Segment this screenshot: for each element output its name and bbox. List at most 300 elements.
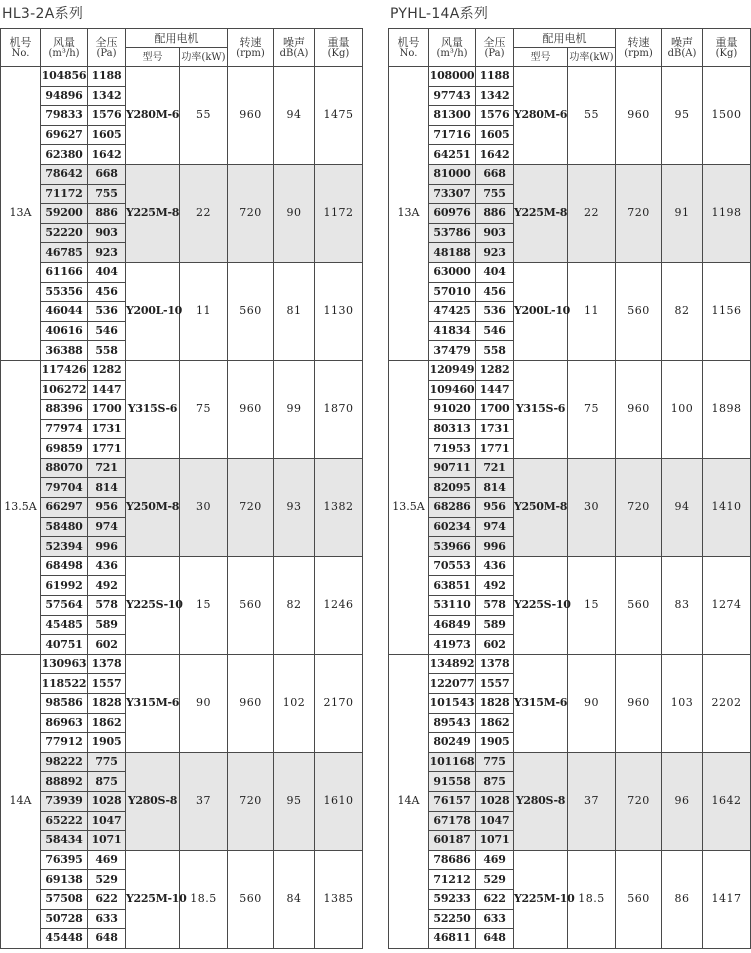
pressure-cell: 1378 — [88, 654, 126, 674]
header-motor: 配用电机 — [126, 29, 228, 48]
power-cell: 18.5 — [568, 850, 616, 948]
pressure-cell: 546 — [88, 321, 126, 341]
power-cell: 22 — [568, 164, 616, 262]
pressure-cell: 886 — [476, 204, 514, 224]
power-cell: 11 — [180, 262, 228, 360]
pressure-cell: 1605 — [88, 125, 126, 145]
noise-cell: 90 — [274, 164, 315, 262]
noise-cell: 95 — [274, 752, 315, 850]
speed-cell: 560 — [228, 556, 274, 654]
weight-cell: 1385 — [315, 850, 363, 948]
pressure-cell: 469 — [476, 850, 514, 870]
pressure-cell: 1071 — [476, 831, 514, 851]
header-pressure — [88, 29, 126, 67]
power-cell: 90 — [568, 654, 616, 752]
table-row — [1, 164, 363, 184]
speed-cell: 720 — [616, 752, 662, 850]
header-speed-unit: (rpm) — [236, 47, 265, 59]
machine-no-cell: 14A — [389, 654, 429, 948]
pressure-cell: 469 — [88, 850, 126, 870]
model-cell: Y280M-6 — [514, 67, 568, 165]
performance-table — [0, 28, 363, 949]
table-row — [1, 458, 363, 478]
pressure-cell: 456 — [476, 282, 514, 302]
flow-cell: 67178 — [429, 811, 476, 831]
table-row — [389, 164, 751, 184]
flow-cell: 77912 — [41, 733, 88, 753]
flow-cell: 66297 — [41, 498, 88, 518]
flow-cell: 109460 — [429, 380, 476, 400]
table-row — [1, 850, 363, 870]
flow-cell: 60187 — [429, 831, 476, 851]
flow-cell: 101543 — [429, 694, 476, 714]
weight-cell: 1172 — [315, 164, 363, 262]
power-cell: 37 — [180, 752, 228, 850]
flow-cell: 89543 — [429, 713, 476, 733]
pressure-cell: 1447 — [88, 380, 126, 400]
header-machine-no-unit: No. — [11, 47, 30, 59]
machine-no-cell: 13A — [389, 67, 429, 361]
flow-cell: 68498 — [41, 556, 88, 576]
flow-cell: 58434 — [41, 831, 88, 851]
speed-cell: 560 — [228, 850, 274, 948]
pressure-cell: 1862 — [476, 713, 514, 733]
pressure-cell: 1731 — [88, 419, 126, 439]
pressure-cell: 492 — [476, 576, 514, 596]
flow-cell: 47425 — [429, 302, 476, 322]
pressure-cell: 1071 — [88, 831, 126, 851]
header-pressure-unit: (Pa) — [96, 47, 117, 59]
flow-cell: 46849 — [429, 615, 476, 635]
header-weight-unit: (Kg) — [327, 47, 350, 59]
model-cell: Y250M-8 — [126, 458, 180, 556]
pressure-cell: 1188 — [88, 67, 126, 87]
header-flow-label: 风量 — [53, 35, 75, 49]
flow-cell: 57010 — [429, 282, 476, 302]
header-flow — [41, 29, 88, 67]
performance-table — [388, 28, 751, 949]
flow-cell: 91558 — [429, 772, 476, 792]
table-row — [389, 67, 751, 87]
pressure-cell: 1028 — [88, 791, 126, 811]
pressure-cell: 1447 — [476, 380, 514, 400]
table-row — [1, 67, 363, 87]
header-weight-label: 重量 — [715, 35, 738, 49]
power-cell: 55 — [180, 67, 228, 165]
pressure-cell: 1028 — [476, 791, 514, 811]
header-motor: 配用电机 — [514, 29, 616, 48]
pressure-cell: 622 — [88, 889, 126, 909]
header-noise-label: 噪声 — [671, 35, 693, 49]
speed-cell: 720 — [616, 164, 662, 262]
flow-cell: 60976 — [429, 204, 476, 224]
pressure-cell: 1771 — [476, 439, 514, 459]
pressure-cell: 602 — [476, 635, 514, 655]
noise-cell: 94 — [662, 458, 703, 556]
pressure-cell: 721 — [476, 458, 514, 478]
pressure-cell: 775 — [88, 752, 126, 772]
pressure-cell: 404 — [476, 262, 514, 282]
power-cell: 30 — [180, 458, 228, 556]
table-row — [389, 262, 751, 282]
pressure-cell: 1576 — [476, 106, 514, 126]
flow-cell: 78686 — [429, 850, 476, 870]
model-cell: Y225M-8 — [514, 164, 568, 262]
noise-cell: 103 — [662, 654, 703, 752]
series-title: PYHL-14A系列 — [390, 6, 489, 22]
power-cell: 15 — [180, 556, 228, 654]
pressure-cell: 903 — [476, 223, 514, 243]
pressure-cell: 578 — [476, 596, 514, 616]
pressure-cell: 1642 — [88, 145, 126, 165]
table-row — [1, 654, 363, 674]
noise-cell: 94 — [274, 67, 315, 165]
flow-cell: 57564 — [41, 596, 88, 616]
power-cell: 55 — [568, 67, 616, 165]
model-cell: Y315S-6 — [514, 360, 568, 458]
flow-cell: 68286 — [429, 498, 476, 518]
header-noise-label: 噪声 — [283, 35, 305, 49]
weight-cell: 1610 — [315, 752, 363, 850]
flow-cell: 64251 — [429, 145, 476, 165]
header-machine-no-label: 机号 — [9, 35, 32, 49]
flow-cell: 88396 — [41, 400, 88, 420]
speed-cell: 560 — [616, 850, 662, 948]
pressure-cell: 974 — [476, 517, 514, 537]
model-cell: Y200L-10 — [514, 262, 568, 360]
header-flow-unit: (m³/h) — [48, 47, 80, 59]
pressure-cell: 1047 — [88, 811, 126, 831]
weight-cell: 1410 — [703, 458, 751, 556]
flow-cell: 80313 — [429, 419, 476, 439]
table-row — [1, 360, 363, 380]
flow-cell: 134892 — [429, 654, 476, 674]
flow-cell: 57508 — [41, 889, 88, 909]
weight-cell: 1500 — [703, 67, 751, 165]
flow-cell: 79704 — [41, 478, 88, 498]
header-pressure-unit: (Pa) — [484, 47, 505, 59]
header-noise — [274, 29, 315, 67]
pressure-cell: 1557 — [476, 674, 514, 694]
pressure-cell: 536 — [476, 302, 514, 322]
noise-cell: 91 — [662, 164, 703, 262]
weight-cell: 1246 — [315, 556, 363, 654]
flow-cell: 63000 — [429, 262, 476, 282]
pressure-cell: 578 — [88, 596, 126, 616]
flow-cell: 71953 — [429, 439, 476, 459]
speed-cell: 560 — [616, 262, 662, 360]
pressure-cell: 622 — [476, 889, 514, 909]
power-cell: 75 — [180, 360, 228, 458]
pressure-cell: 721 — [88, 458, 126, 478]
pressure-cell: 668 — [88, 164, 126, 184]
pressure-cell: 529 — [476, 870, 514, 890]
power-cell: 15 — [568, 556, 616, 654]
speed-cell: 720 — [228, 164, 274, 262]
series-pyhl-14a — [388, 0, 750, 949]
flow-cell: 81000 — [429, 164, 476, 184]
noise-cell: 83 — [662, 556, 703, 654]
machine-no-cell: 13.5A — [1, 360, 41, 654]
header-speed-label: 转速 — [239, 35, 262, 49]
pressure-cell: 1828 — [88, 694, 126, 714]
pressure-cell: 1828 — [476, 694, 514, 714]
pressure-cell: 1905 — [476, 733, 514, 753]
flow-cell: 77974 — [41, 419, 88, 439]
pressure-cell: 589 — [88, 615, 126, 635]
pressure-cell: 546 — [476, 321, 514, 341]
header-power: 功率(kW) — [180, 48, 228, 67]
header-machine-no-unit: No. — [399, 47, 418, 59]
speed-cell: 560 — [228, 262, 274, 360]
flow-cell: 80249 — [429, 733, 476, 753]
noise-cell: 96 — [662, 752, 703, 850]
header-weight — [703, 29, 751, 67]
model-cell: Y280S-8 — [514, 752, 568, 850]
weight-cell: 1417 — [703, 850, 751, 948]
model-cell: Y250M-8 — [514, 458, 568, 556]
header-pressure-label: 全压 — [483, 35, 506, 49]
speed-cell: 720 — [616, 458, 662, 556]
flow-cell: 104856 — [41, 67, 88, 87]
flow-cell: 45485 — [41, 615, 88, 635]
speed-cell: 960 — [228, 360, 274, 458]
flow-cell: 59233 — [429, 889, 476, 909]
pressure-cell: 755 — [88, 184, 126, 204]
weight-cell: 2202 — [703, 654, 751, 752]
flow-cell: 63851 — [429, 576, 476, 596]
header-machine-no — [389, 29, 429, 67]
pressure-cell: 956 — [88, 498, 126, 518]
table-row — [389, 654, 751, 674]
flow-cell: 52250 — [429, 909, 476, 929]
flow-cell: 71716 — [429, 125, 476, 145]
flow-cell: 37479 — [429, 341, 476, 361]
pressure-cell: 996 — [88, 537, 126, 557]
flow-cell: 45448 — [41, 929, 88, 949]
header-row — [1, 29, 363, 48]
flow-cell: 76395 — [41, 850, 88, 870]
header-speed — [228, 29, 274, 67]
flow-cell: 86963 — [41, 713, 88, 733]
model-cell: Y280M-6 — [126, 67, 180, 165]
pressure-cell: 456 — [88, 282, 126, 302]
flow-cell: 69138 — [41, 870, 88, 890]
flow-cell: 48188 — [429, 243, 476, 263]
flow-cell: 70553 — [429, 556, 476, 576]
model-cell: Y225M-10 — [514, 850, 568, 948]
flow-cell: 79833 — [41, 106, 88, 126]
header-pressure-label: 全压 — [95, 35, 118, 49]
flow-cell: 98222 — [41, 752, 88, 772]
flow-cell: 108000 — [429, 67, 476, 87]
flow-cell: 73307 — [429, 184, 476, 204]
flow-cell: 120949 — [429, 360, 476, 380]
flow-cell: 98586 — [41, 694, 88, 714]
pressure-cell: 1700 — [88, 400, 126, 420]
pressure-cell: 1862 — [88, 713, 126, 733]
table-row — [389, 752, 751, 772]
header-row — [389, 29, 751, 48]
flow-cell: 117426 — [41, 360, 88, 380]
power-cell: 22 — [180, 164, 228, 262]
flow-cell: 61992 — [41, 576, 88, 596]
pressure-cell: 1378 — [476, 654, 514, 674]
flow-cell: 78642 — [41, 164, 88, 184]
series-title: HL3-2A系列 — [2, 6, 84, 22]
weight-cell: 1475 — [315, 67, 363, 165]
pressure-cell: 1557 — [88, 674, 126, 694]
flow-cell: 71212 — [429, 870, 476, 890]
noise-cell: 81 — [274, 262, 315, 360]
noise-cell: 95 — [662, 67, 703, 165]
flow-cell: 52394 — [41, 537, 88, 557]
flow-cell: 82095 — [429, 478, 476, 498]
power-cell: 11 — [568, 262, 616, 360]
flow-cell: 65222 — [41, 811, 88, 831]
header-weight-label: 重量 — [327, 35, 350, 49]
pressure-cell: 1342 — [476, 86, 514, 106]
header-pressure — [476, 29, 514, 67]
pressure-cell: 755 — [476, 184, 514, 204]
table-row — [1, 752, 363, 772]
weight-cell: 1274 — [703, 556, 751, 654]
pressure-cell: 923 — [476, 243, 514, 263]
header-machine-no-label: 机号 — [397, 35, 420, 49]
pressure-cell: 875 — [88, 772, 126, 792]
model-cell: Y280S-8 — [126, 752, 180, 850]
model-cell: Y315S-6 — [126, 360, 180, 458]
weight-cell: 1382 — [315, 458, 363, 556]
flow-cell: 81300 — [429, 106, 476, 126]
model-cell: Y200L-10 — [126, 262, 180, 360]
header-flow-label: 风量 — [441, 35, 463, 49]
speed-cell: 560 — [616, 556, 662, 654]
header-speed-unit: (rpm) — [624, 47, 653, 59]
pressure-cell: 1731 — [476, 419, 514, 439]
pressure-cell: 1642 — [476, 145, 514, 165]
model-cell: Y315M-6 — [514, 654, 568, 752]
weight-cell: 1870 — [315, 360, 363, 458]
speed-cell: 960 — [616, 67, 662, 165]
flow-cell: 94896 — [41, 86, 88, 106]
weight-cell: 1156 — [703, 262, 751, 360]
machine-no-cell: 13A — [1, 67, 41, 361]
flow-cell: 69627 — [41, 125, 88, 145]
pressure-cell: 536 — [88, 302, 126, 322]
weight-cell: 1198 — [703, 164, 751, 262]
pressure-cell: 1047 — [476, 811, 514, 831]
pressure-cell: 1576 — [88, 106, 126, 126]
flow-cell: 53966 — [429, 537, 476, 557]
pressure-cell: 886 — [88, 204, 126, 224]
flow-cell: 122077 — [429, 674, 476, 694]
speed-cell: 720 — [228, 458, 274, 556]
header-machine-no — [1, 29, 41, 67]
pressure-cell: 558 — [476, 341, 514, 361]
pressure-cell: 602 — [88, 635, 126, 655]
flow-cell: 73939 — [41, 791, 88, 811]
table-row — [389, 360, 751, 380]
flow-cell: 50728 — [41, 909, 88, 929]
pressure-cell: 1282 — [88, 360, 126, 380]
speed-cell: 960 — [616, 360, 662, 458]
flow-cell: 69859 — [41, 439, 88, 459]
weight-cell: 1898 — [703, 360, 751, 458]
pressure-cell: 648 — [88, 929, 126, 949]
pressure-cell: 492 — [88, 576, 126, 596]
flow-cell: 130963 — [41, 654, 88, 674]
pressure-cell: 1700 — [476, 400, 514, 420]
table-row — [389, 458, 751, 478]
pressure-cell: 529 — [88, 870, 126, 890]
flow-cell: 118522 — [41, 674, 88, 694]
table-row — [389, 850, 751, 870]
flow-cell: 91020 — [429, 400, 476, 420]
pressure-cell: 633 — [88, 909, 126, 929]
flow-cell: 71172 — [41, 184, 88, 204]
flow-cell: 52220 — [41, 223, 88, 243]
model-cell: Y225S-10 — [126, 556, 180, 654]
speed-cell: 720 — [228, 752, 274, 850]
flow-cell: 97743 — [429, 86, 476, 106]
pressure-cell: 436 — [88, 556, 126, 576]
weight-cell: 2170 — [315, 654, 363, 752]
pressure-cell: 1771 — [88, 439, 126, 459]
pressure-cell: 1905 — [88, 733, 126, 753]
power-cell: 30 — [568, 458, 616, 556]
noise-cell: 84 — [274, 850, 315, 948]
flow-cell: 53786 — [429, 223, 476, 243]
flow-cell: 46811 — [429, 929, 476, 949]
pressure-cell: 1188 — [476, 67, 514, 87]
flow-cell: 40616 — [41, 321, 88, 341]
model-cell: Y315M-6 — [126, 654, 180, 752]
machine-no-cell: 13.5A — [389, 360, 429, 654]
speed-cell: 960 — [228, 67, 274, 165]
pressure-cell: 589 — [476, 615, 514, 635]
flow-cell: 46785 — [41, 243, 88, 263]
header-speed-label: 转速 — [627, 35, 650, 49]
noise-cell: 82 — [662, 262, 703, 360]
flow-cell: 46044 — [41, 302, 88, 322]
header-flow — [429, 29, 476, 67]
flow-cell: 40751 — [41, 635, 88, 655]
noise-cell: 102 — [274, 654, 315, 752]
flow-cell: 106272 — [41, 380, 88, 400]
series-hl3-2a — [0, 0, 362, 949]
model-cell: Y225S-10 — [514, 556, 568, 654]
flow-cell: 59200 — [41, 204, 88, 224]
pressure-cell: 633 — [476, 909, 514, 929]
noise-cell: 82 — [274, 556, 315, 654]
flow-cell: 88070 — [41, 458, 88, 478]
power-cell: 37 — [568, 752, 616, 850]
pressure-cell: 956 — [476, 498, 514, 518]
header-noise-unit: dB(A) — [279, 47, 309, 59]
pressure-cell: 814 — [476, 478, 514, 498]
power-cell: 75 — [568, 360, 616, 458]
pressure-cell: 1342 — [88, 86, 126, 106]
flow-cell: 55356 — [41, 282, 88, 302]
flow-cell: 60234 — [429, 517, 476, 537]
header-flow-unit: (m³/h) — [436, 47, 468, 59]
flow-cell: 90711 — [429, 458, 476, 478]
header-model: 型号 — [514, 48, 568, 67]
machine-no-cell: 14A — [1, 654, 41, 948]
pressure-cell: 814 — [88, 478, 126, 498]
power-cell: 18.5 — [180, 850, 228, 948]
